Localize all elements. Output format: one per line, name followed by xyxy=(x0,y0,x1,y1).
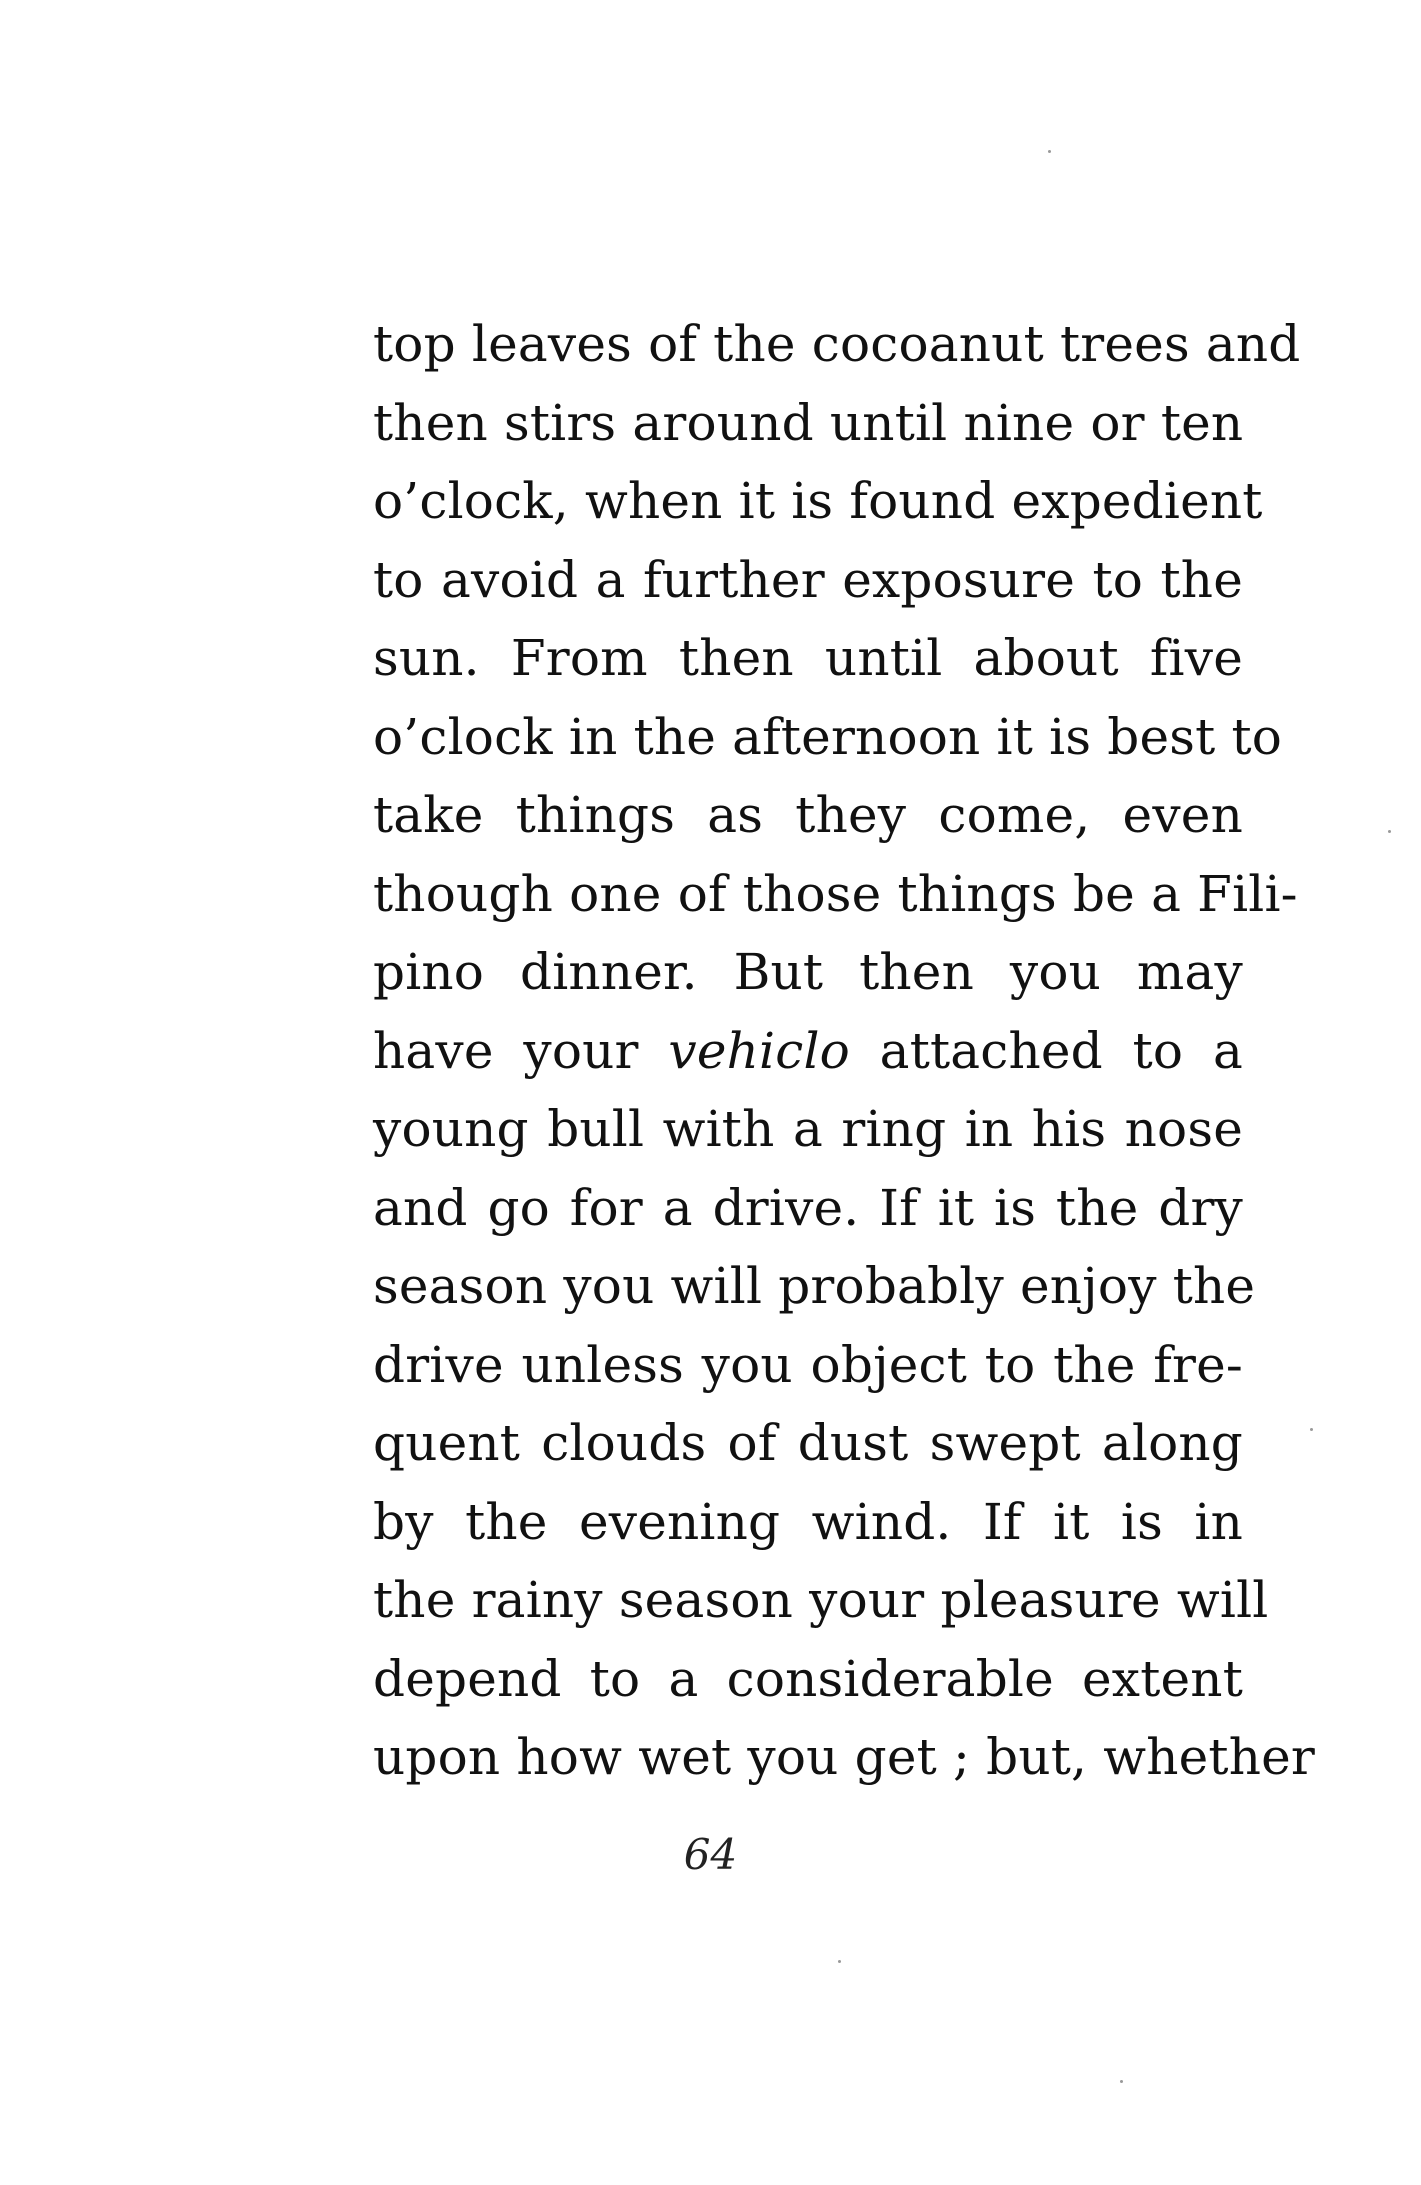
text-line-9: pino dinner. But then you may xyxy=(373,943,1243,1001)
text-line-18: depend to a considerable extent xyxy=(373,1649,1243,1708)
text-line-2: then stirs around until nine or ten xyxy=(373,393,1244,452)
scan-speck xyxy=(1388,830,1391,833)
text-line-17: the rainy season your pleasure will xyxy=(373,1571,1269,1629)
text-line-10: have your vehiclo attached to a xyxy=(373,1021,1243,1080)
text-line-11: young bull with a ring in his nose xyxy=(373,1100,1243,1158)
scan-speck xyxy=(1120,2080,1123,2083)
scan-speck xyxy=(838,1960,841,1963)
text-line-8: though one of those things be a Fili- xyxy=(373,864,1298,923)
italic-word: vehiclo xyxy=(668,1021,850,1080)
text-line-6: o’clock in the afternoon it is best to xyxy=(373,707,1283,766)
text-line-14: drive unless you object to the fre- xyxy=(373,1335,1243,1394)
scan-speck xyxy=(1310,1428,1313,1431)
text-line-19: upon how wet you get ; but, whether xyxy=(373,1728,1316,1786)
text-line-16: by the evening wind. If it is in xyxy=(373,1492,1243,1551)
text-line-12: and go for a drive. If it is the dry xyxy=(373,1178,1243,1237)
text-line-13: season you will probably enjoy the xyxy=(373,1257,1256,1315)
text-line-15: quent clouds of dust swept along xyxy=(373,1414,1243,1472)
text-line-7: take things as they come, even xyxy=(373,786,1243,844)
text-line-5: sun. From then until about five xyxy=(373,629,1243,687)
text-line-1: top leaves of the cocoanut trees and xyxy=(373,315,1301,373)
text-line-4: to avoid a further exposure to the xyxy=(373,550,1243,609)
scan-speck xyxy=(1048,150,1051,153)
body-text xyxy=(373,305,1316,1797)
text-line-3: o’clock, when it is found expedient xyxy=(373,472,1263,530)
page-number: 64 xyxy=(683,1830,738,1879)
